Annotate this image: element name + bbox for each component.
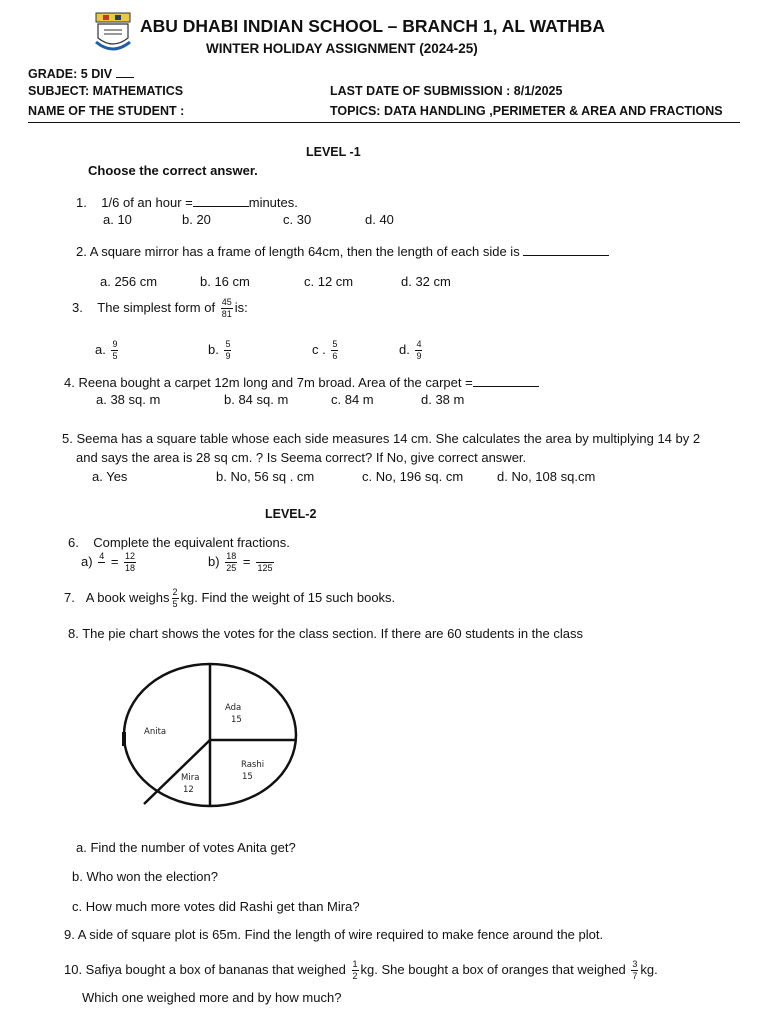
q3-option-a: a. $\frac{9}{5}$ xyxy=(95,339,118,361)
slice-label-anita: Anita xyxy=(144,727,167,737)
slice-label-mira: Mira xyxy=(181,773,200,783)
answer-blank xyxy=(193,194,249,207)
q3-option-c: c . $\frac{5}{6}$ xyxy=(312,339,338,361)
q5-option-a: a. Yes xyxy=(92,469,128,484)
subject-label: SUBJECT: MATHEMATICS xyxy=(28,84,184,98)
student-name-label: NAME OF THE STUDENT : xyxy=(28,104,185,118)
q1-option-b: b. 20 xyxy=(182,212,211,227)
question-10-line-2: Which one weighed more and by how much? xyxy=(82,990,342,1005)
question-4: 4. Reena bought a carpet 12m long and 7m broad. Area of the carpet = xyxy=(64,374,539,390)
q2-option-c: c. 12 cm xyxy=(304,274,354,289)
question-8b: b. Who won the election? xyxy=(72,869,218,884)
question-8c: c. How much more votes did Rashi get than Mira? xyxy=(72,899,360,914)
q6-part-b: b) $\frac{18}{25}$ = 125 xyxy=(208,551,273,573)
school-logo-icon xyxy=(95,12,131,52)
slice-label-ada: Ada xyxy=(225,703,242,713)
slice-value-ada: 15 xyxy=(231,715,242,725)
question-10: 10. Safiya bought a box of bananas that weighed $\frac{1}{2}$ kg. She bought a box of oranges that weighed $\frac{3}{7}$ kg. xyxy=(64,959,658,981)
q1-option-c: c. 30 xyxy=(283,212,312,227)
level-1-title: LEVEL -1 xyxy=(306,145,361,159)
header-divider xyxy=(28,122,740,123)
fraction: $\frac{45}{81}$ xyxy=(221,297,232,319)
q3-option-d: d. $\frac{4}{9}$ xyxy=(399,339,422,361)
answer-blank xyxy=(473,374,539,387)
question-1: 1. 1/6 of an hour = minutes. xyxy=(76,195,298,210)
q1-option-a: a. 10 xyxy=(103,212,132,227)
level-2-title: LEVEL-2 xyxy=(265,507,317,521)
question-6: 6. Complete the equivalent fractions. xyxy=(68,535,290,550)
q5-option-d: d. No, 108 sq.cm xyxy=(497,469,596,484)
q4-option-c: c. 84 m xyxy=(331,392,374,407)
q4-option-d: d. 38 m xyxy=(421,392,465,407)
slice-value-rashi: 15 xyxy=(242,772,253,782)
q3-option-b: b. $\frac{5}{9}$ xyxy=(208,339,231,361)
q6-part-a: a) 4 = $\frac{12}{18}$ xyxy=(81,551,136,573)
question-8a: a. Find the number of votes Anita get? xyxy=(76,840,296,855)
question-9: 9. A side of square plot is 65m. Find the length of wire required to make fence around the plot. xyxy=(64,927,604,942)
question-8: 8. The pie chart shows the votes for the class section. If there are 60 students in the class xyxy=(68,626,583,641)
answer-blank xyxy=(523,243,609,256)
q4-option-a: a. 38 sq. m xyxy=(96,392,161,407)
slice-label-rashi: Rashi xyxy=(241,760,265,770)
q2-option-b: b. 16 cm xyxy=(200,274,250,289)
q2-option-a: a. 256 cm xyxy=(100,274,158,289)
q2-option-d: d. 32 cm xyxy=(401,274,451,289)
pie-divider-anita-mira xyxy=(144,740,210,804)
question-5-line-2: and says the area is 28 sq cm. ? Is Seema correct? If No, give correct answer. xyxy=(76,450,527,465)
assignment-title: WINTER HOLIDAY ASSIGNMENT (2024-25) xyxy=(206,41,478,56)
school-name: ABU DHABI INDIAN SCHOOL – BRANCH 1, AL WATHBA xyxy=(140,16,606,36)
grade-blank xyxy=(116,65,134,78)
q4-option-b: b. 84 sq. m xyxy=(224,392,289,407)
question-3: 3. The simplest form of $\frac{45}{81}$ is: xyxy=(72,297,248,319)
question-5-line-1: 5. Seema has a square table whose each side measures 14 cm. She calculates the area by multiplying 14 by 2 xyxy=(62,431,701,446)
topics-label: TOPICS: DATA HANDLING ,PERIMETER & AREA AND FRACTIONS xyxy=(330,104,723,118)
q5-option-c: c. No, 196 sq. cm xyxy=(362,469,464,484)
instruction: Choose the correct answer. xyxy=(88,163,258,178)
q5-option-b: b. No, 56 sq . cm xyxy=(216,469,315,484)
submission-date: LAST DATE OF SUBMISSION : 8/1/2025 xyxy=(330,84,563,98)
question-7: 7. A book weighs $\frac{2}{5}$ kg. Find the weight of 15 such books. xyxy=(64,587,396,609)
q1-option-d: d. 40 xyxy=(365,212,394,227)
question-2: 2. A square mirror has a frame of length 64cm, then the length of each side is xyxy=(76,243,609,259)
slice-value-mira: 12 xyxy=(183,785,194,795)
pie-tick-mark xyxy=(122,732,126,746)
vote-pie-chart xyxy=(122,660,298,810)
grade-label: GRADE: 5 DIV xyxy=(28,65,134,81)
